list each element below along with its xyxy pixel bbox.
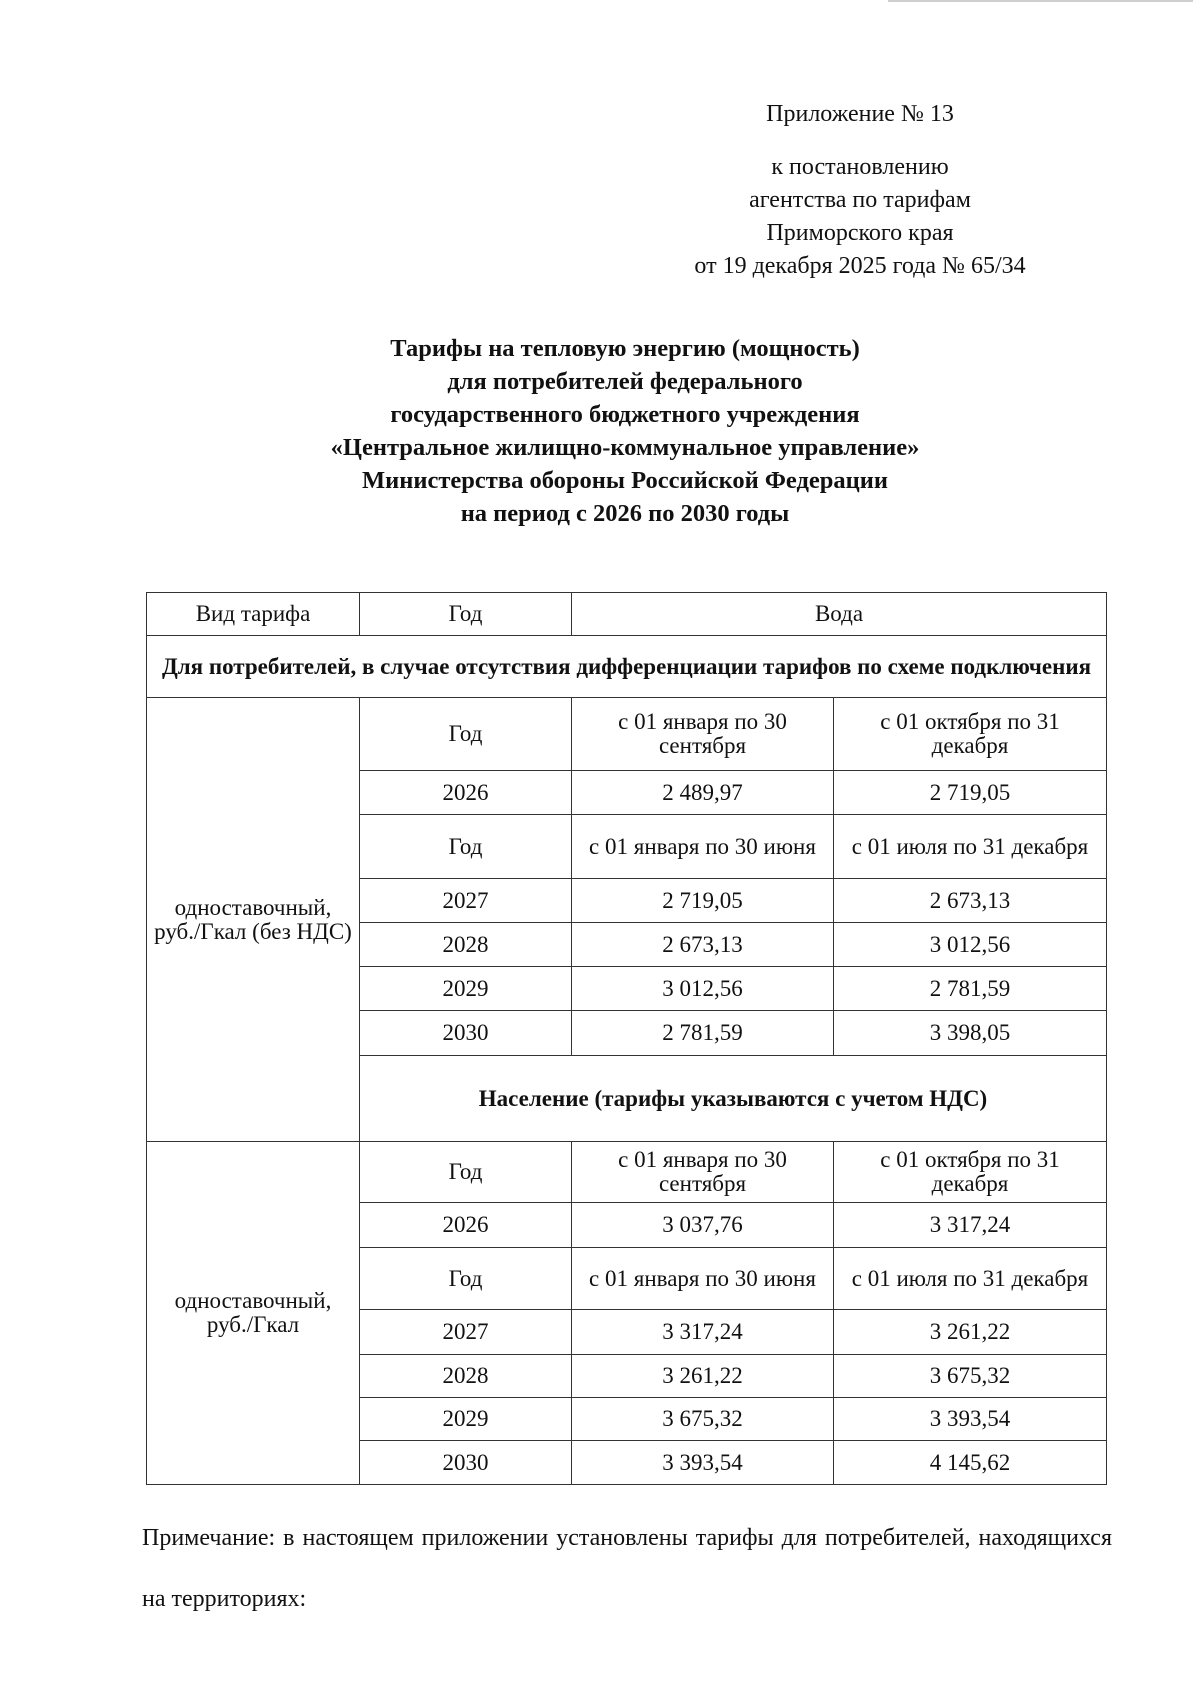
value-cell: 3 393,54 [834, 1398, 1107, 1441]
period-year-label: Год [360, 698, 572, 771]
value-cell: 2 673,13 [834, 879, 1107, 923]
appendix-block [640, 98, 1080, 283]
title-line: «Центральное жилищно-коммунальное управление» [330, 434, 920, 461]
value-cell: 4 145,62 [834, 1441, 1107, 1485]
title-line: Министерства обороны Российской Федерации [362, 467, 888, 494]
value-cell: 3 037,76 [572, 1203, 834, 1248]
period-label: с 01 июля по 31 декабря [834, 1248, 1107, 1310]
header-water: Вода [572, 593, 1107, 636]
value-cell: 3 393,54 [572, 1441, 834, 1485]
value-cell: 2 781,59 [834, 967, 1107, 1011]
value-cell: 3 317,24 [572, 1310, 834, 1355]
header-kind: Вид тарифа [147, 593, 360, 636]
value-cell: 3 675,32 [834, 1355, 1107, 1398]
period-label: с 01 января по 30 сентября [572, 698, 834, 771]
period-label: с 01 января по 30 сентября [572, 1142, 834, 1203]
header-year: Год [360, 593, 572, 636]
value-cell: 3 261,22 [834, 1310, 1107, 1355]
title-line: на период с 2026 по 2030 годы [460, 500, 790, 527]
period-label: с 01 октября по 31 декабря [834, 698, 1107, 771]
tariff-kind: одноставочный, руб./Гкал [147, 1142, 360, 1485]
title-line: для потребителей федерального [447, 368, 803, 395]
appendix-number: Приложение № 13 [766, 101, 954, 127]
value-cell: 2 673,13 [572, 923, 834, 967]
value-cell: 2 719,05 [572, 879, 834, 923]
period-header-row [147, 1142, 1107, 1203]
value-cell: 3 261,22 [572, 1355, 834, 1398]
tariff-table [146, 592, 1107, 1485]
value-cell: 3 317,24 [834, 1203, 1107, 1248]
year-cell: 2030 [360, 1441, 572, 1485]
period-label: с 01 января по 30 июня [572, 1248, 834, 1310]
value-cell: 2 489,97 [572, 771, 834, 815]
year-cell: 2026 [360, 1203, 572, 1248]
table-header-row [147, 593, 1107, 636]
value-cell: 3 012,56 [834, 923, 1107, 967]
period-year-label: Год [360, 1248, 572, 1310]
year-cell: 2029 [360, 967, 572, 1011]
appendix-line: агентства по тарифам [749, 187, 971, 213]
group-heading: Население (тарифы указываются с учетом НДС) [360, 1056, 1107, 1142]
appendix-line: к постановлению [771, 154, 949, 180]
period-year-label: Год [360, 815, 572, 879]
year-cell: 2026 [360, 771, 572, 815]
value-cell: 2 781,59 [572, 1011, 834, 1056]
period-header-row [147, 698, 1107, 771]
tariff-kind: одноставочный, руб./Гкал (без НДС) [147, 698, 360, 1142]
year-cell: 2027 [360, 879, 572, 923]
value-cell: 3 398,05 [834, 1011, 1107, 1056]
value-cell: 3 012,56 [572, 967, 834, 1011]
year-cell: 2030 [360, 1011, 572, 1056]
appendix-line: Приморского края [766, 220, 954, 246]
document-title [0, 332, 1200, 530]
year-cell: 2027 [360, 1310, 572, 1355]
title-line: Тарифы на тепловую энергию (мощность) [390, 335, 860, 362]
value-cell: 3 675,32 [572, 1398, 834, 1441]
period-label: с 01 октября по 31 декабря [834, 1142, 1107, 1203]
year-cell: 2028 [360, 923, 572, 967]
period-label: с 01 июля по 31 декабря [834, 815, 1107, 879]
period-label: с 01 января по 30 июня [572, 815, 834, 879]
footnote: Примечание: в настоящем приложении установлены тарифы для потребителей, находящихся на территориях: [142, 1525, 1112, 1612]
period-year-label: Год [360, 1142, 572, 1203]
title-line: государственного бюджетного учреждения [390, 401, 860, 428]
group-heading-row [147, 636, 1107, 698]
scan-edge-line [888, 0, 1193, 2]
year-cell: 2028 [360, 1355, 572, 1398]
group-heading: Для потребителей, в случае отсутствия дифференциации тарифов по схеме подключения [147, 636, 1107, 698]
appendix-line: от 19 декабря 2025 года № 65/34 [694, 253, 1026, 279]
year-cell: 2029 [360, 1398, 572, 1441]
value-cell: 2 719,05 [834, 771, 1107, 815]
